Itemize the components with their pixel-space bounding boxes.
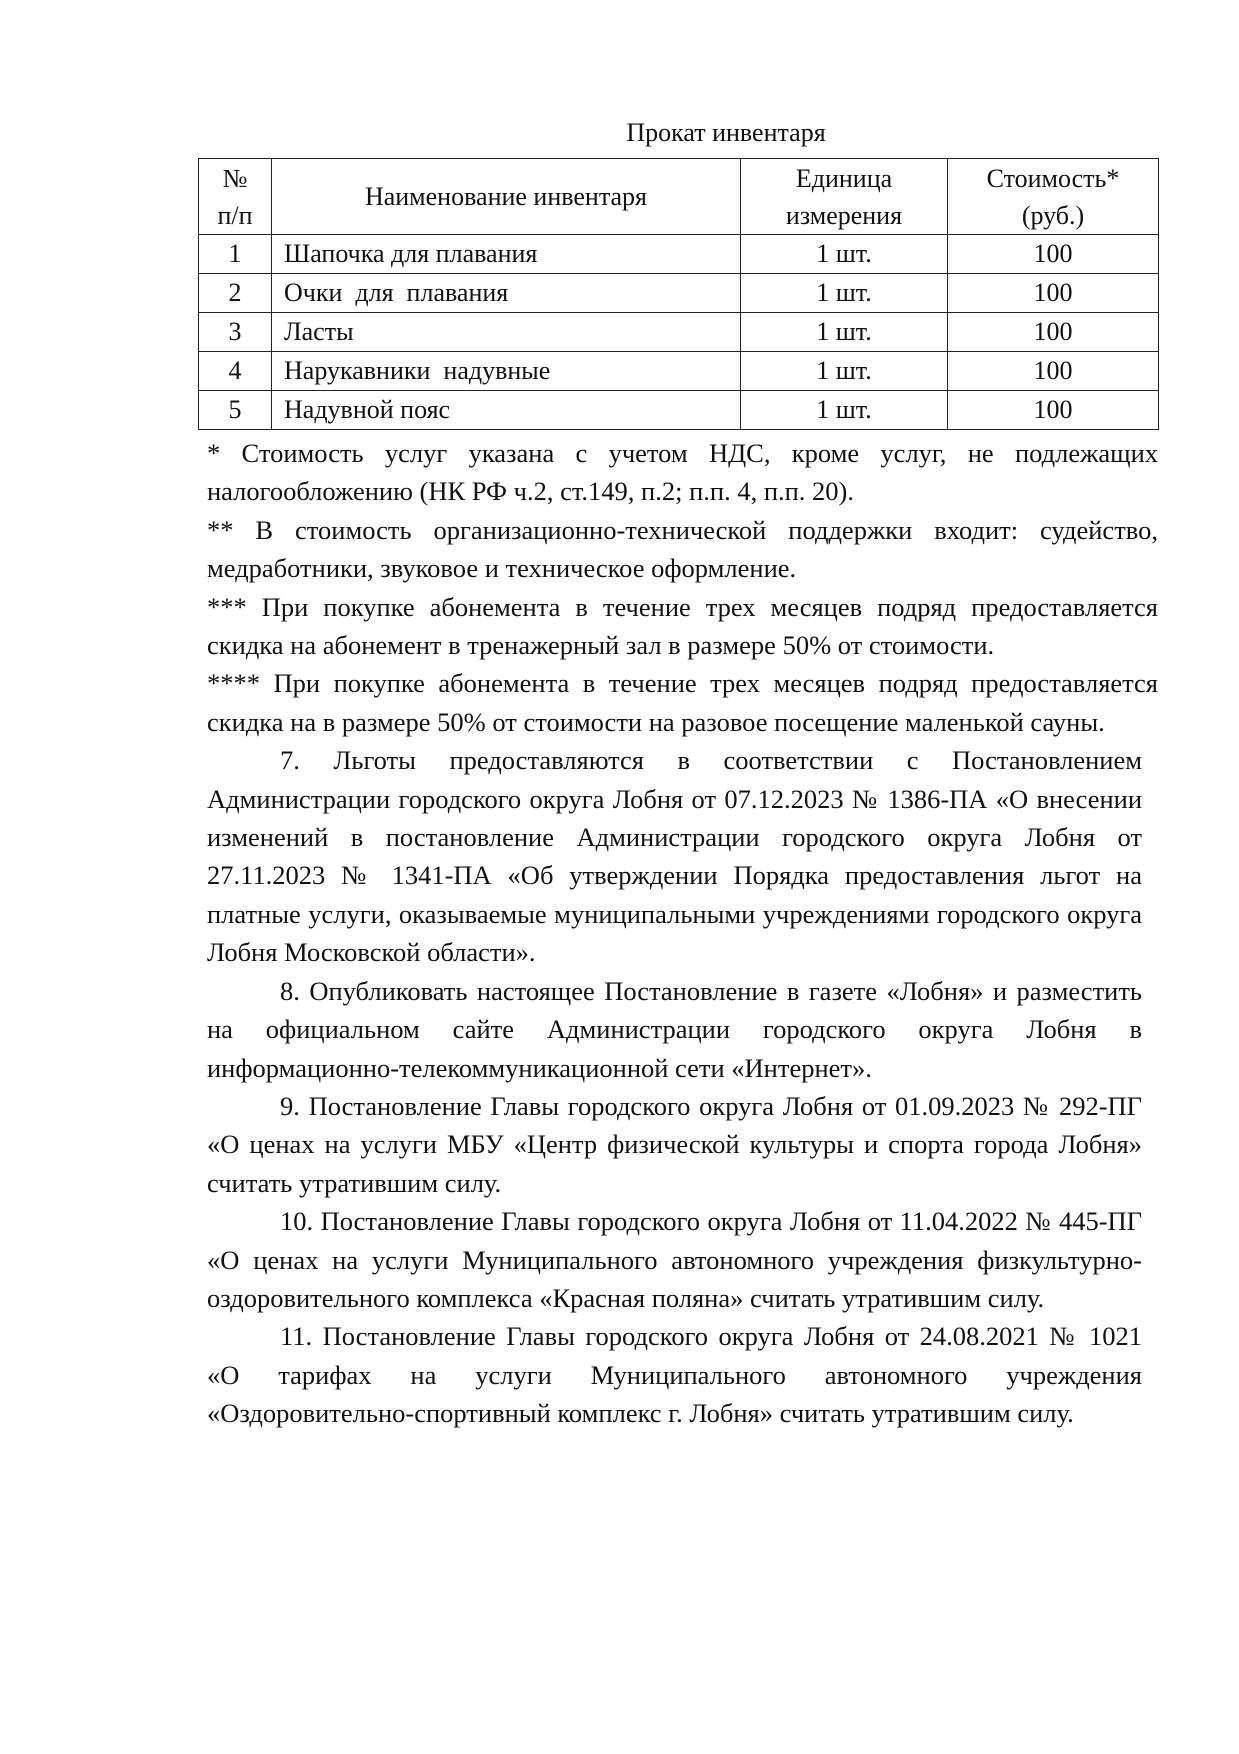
row-number: 2: [199, 274, 272, 313]
row-number: 3: [199, 313, 272, 352]
table-row: [199, 235, 1159, 274]
table-row: [199, 313, 1159, 352]
clause-11-repeal: 11. Постановление Главы городского округа Лобня от 24.08.2021 № 1021 «О тарифах на услуги Муниципального автономного учреждения «Оздоровительно-спортивный комплекс г. Лобня» считать утратившим силу.: [207, 1321, 1142, 1429]
footnote-vat: * Стоимость услуг указана с учетом НДС, кроме услуг, не подлежащих налогообложению (НК РФ ч.2, ст.149, п.2; п.п. 4, п.п. 20).: [207, 438, 1158, 507]
clause-8-publication: 8. Опубликовать настоящее Постановление в газете «Лобня» и разместить на официальном сайте Администрации городского округа Лобня в информационно-телекоммуникационной сети «Интернет».: [207, 975, 1142, 1083]
header-cost-line1: Стоимость*: [986, 163, 1120, 193]
header-number-line2: п/п: [217, 200, 253, 230]
row-name: Шапочка для плавания: [272, 235, 741, 274]
footnote-gym-discount: *** При покупке абонемента в течение трех месяцев подряд предоставляется скидка на абонемент в тренажерный зал в размере 50% от стоимости.: [207, 591, 1158, 661]
inventory-rental-table: [198, 158, 1159, 430]
clause-9-repeal: 9. Постановление Главы городского округа Лобня от 01.09.2023 № 292-ПГ «О ценах на услуги МБУ «Центр физической культуры и спорта города Лобня» считать утратившим силу.: [207, 1090, 1142, 1198]
header-cost-line2: (руб.): [1021, 200, 1085, 230]
row-unit: 1 шт.: [741, 274, 948, 313]
row-unit: 1 шт.: [741, 235, 948, 274]
row-cost: 100: [948, 352, 1159, 391]
row-unit: 1 шт.: [741, 313, 948, 352]
row-number: 1: [199, 235, 272, 274]
row-cost: 100: [948, 391, 1159, 430]
row-unit: 1 шт.: [741, 352, 948, 391]
header-unit-line2: измерения: [785, 200, 903, 230]
header-number: [199, 159, 272, 235]
table-title: Прокат инвентаря: [626, 118, 826, 147]
header-number-line1: №: [222, 163, 248, 193]
document-body: [207, 434, 1158, 1433]
header-unit: [741, 159, 948, 235]
header-unit-line1: Единица: [795, 163, 893, 193]
header-cost: [948, 159, 1159, 235]
table-header-row: [199, 159, 1159, 235]
table-row: [199, 352, 1159, 391]
table-row: [199, 274, 1159, 313]
row-cost: 100: [948, 235, 1159, 274]
row-cost: 100: [948, 274, 1159, 313]
footnote-sauna-discount: **** При покупке абонемента в течение трех месяцев подряд предоставляется скидка на в размере 50% от стоимости на разовое посещение маленькой сауны.: [207, 668, 1158, 737]
row-unit: 1 шт.: [741, 391, 948, 430]
header-name: Наименование инвентаря: [272, 159, 741, 235]
row-number: 5: [199, 391, 272, 430]
clause-10-repeal: 10. Постановление Главы городского округа Лобня от 11.04.2022 № 445-ПГ «О ценах на услуги Муниципального автономного учреждения физкультурно-оздоровительного комплекса «Красная поляна» считать утратившим силу.: [207, 1206, 1142, 1313]
row-name: Ласты: [272, 313, 741, 352]
row-number: 4: [199, 352, 272, 391]
clause-7-benefits: 7. Льготы предоставляются в соответствии с Постановлением Администрации городского округа Лобня от 07.12.2023 № 1386-ПА «О внесении изменений в постановление Администрации городского округа Лобня от 27.11.2023 № 1341-ПА «Об утверждении Порядка предоставления льгот на платные услуги, оказываемые муниципальными учреждениями городского округа Лобня Московской области».: [207, 745, 1142, 968]
row-name: Надувной пояс: [272, 391, 741, 430]
row-cost: 100: [948, 313, 1159, 352]
row-name: Очки для плавания: [272, 274, 741, 313]
row-name: Нарукавники надувные: [272, 352, 741, 391]
table-row: [199, 391, 1159, 430]
footnote-tech-support: ** В стоимость организационно-технической поддержки входит: судейство, медработники, звуковое и техническое оформление.: [207, 514, 1158, 584]
